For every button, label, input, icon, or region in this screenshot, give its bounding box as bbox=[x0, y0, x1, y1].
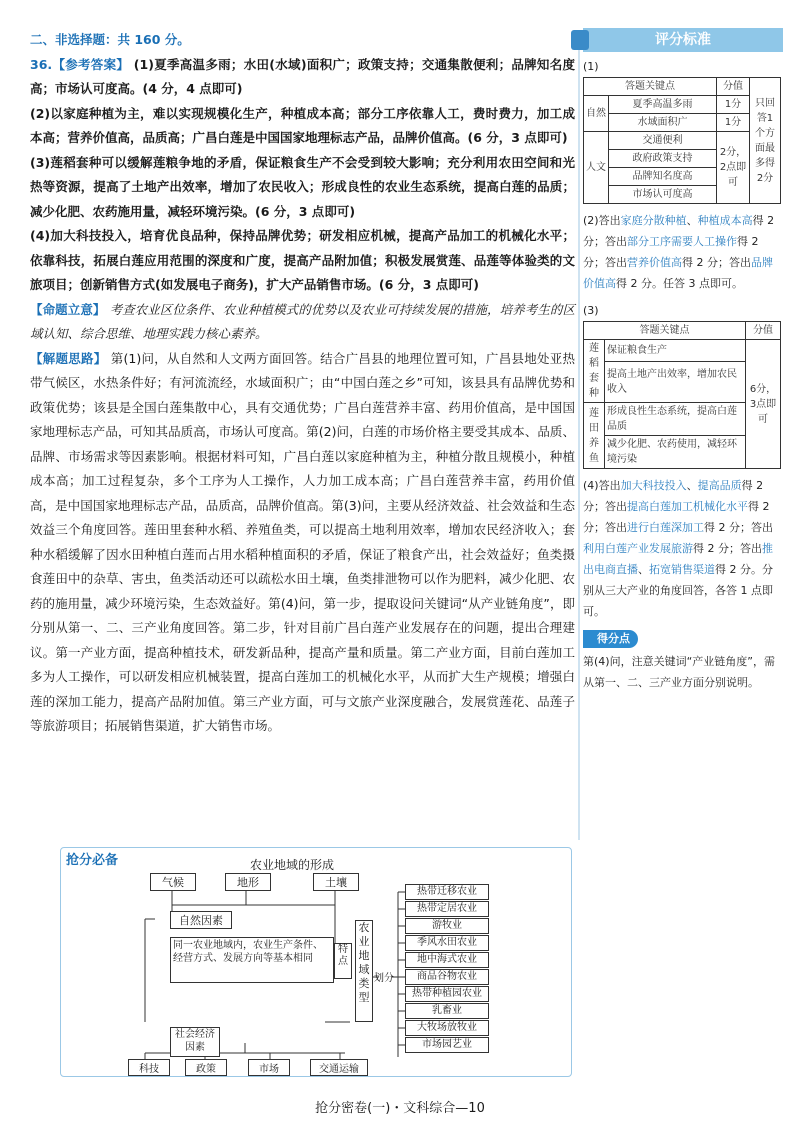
part1-label: (1) bbox=[583, 60, 599, 73]
type-item: 热带种植园农业 bbox=[405, 986, 489, 1002]
type-item: 热带定居农业 bbox=[405, 901, 489, 917]
t1-item: 交通便利 bbox=[609, 132, 717, 150]
tag-answer: 【参考答案】 bbox=[52, 56, 130, 72]
t3-item: 保证粮食生产 bbox=[605, 340, 746, 362]
node-huafen: 划分 bbox=[374, 973, 394, 984]
t1-cat-ziran: 自然 bbox=[584, 96, 609, 132]
node-jiaotong: 交通运输 bbox=[310, 1059, 368, 1076]
page-footer: 抢分密卷(一)・文科综合—10 bbox=[315, 1101, 485, 1116]
node-qihou: 气候 bbox=[150, 873, 196, 891]
section-title: 二、非选择题：共 160 分。 bbox=[30, 32, 190, 47]
t3-cat-lianyu: 莲田养鱼 bbox=[584, 403, 605, 469]
t1-item: 品牌知名度高 bbox=[609, 168, 717, 186]
t1-cat-renwen: 人文 bbox=[584, 132, 609, 204]
type-item: 市场园艺业 bbox=[405, 1037, 489, 1053]
type-item: 游牧业 bbox=[405, 918, 489, 934]
t1-head-key: 答题关键点 bbox=[584, 78, 717, 96]
node-nongye: 农业地域类型 bbox=[355, 920, 373, 1022]
t1-side-note: 只回答1个方面最多得2分 bbox=[750, 78, 781, 204]
part2-text: (2)答出家庭分散种植、种植成本高得 2 分；答出部分工序需要人工操作得 2 分；答出营养价值高得 2 分；答出品牌价值高得 2 分。任答 3 点即可。 bbox=[583, 214, 775, 290]
points-section bbox=[583, 628, 783, 693]
t3-head-key: 答题关键点 bbox=[584, 322, 746, 340]
node-tedian: 特点 bbox=[334, 943, 352, 979]
answer-1: 36.【参考答案】 (1)夏季高温多雨；水田(水域)面积广；政策支持；交通集散便利；品牌知名度高；市场认可度高。(4 分，4 点即可) bbox=[30, 56, 575, 96]
answer-4: (4)加大科技投入，培育优良品种，保持品牌优势；研发相应机械，提高产品加工的机械化水平；依靠科技，拓展白莲应用范围的深度和广度，提高产品附加值；积极发展赏莲、品莲等体验类的文旅项目；创新销售方式(如发展电子商务)，扩大产品销售市场。(6 分，3 点即可) bbox=[30, 228, 575, 292]
scoring-column bbox=[583, 28, 783, 693]
column-divider bbox=[578, 30, 580, 840]
t1-score: 1分 bbox=[717, 96, 750, 114]
t1-score-renwen: 2分，2点即可 bbox=[717, 132, 750, 204]
type-item: 商品谷物农业 bbox=[405, 969, 489, 985]
part4-text: (4)答出加大科技投入、提高品质得 2 分；答出提高白莲加工机械化水平得 2 分；答出进行白莲深加工得 2 分；答出利用白莲产业发展旅游得 2 分；答出推出电商直播、拓宽销售渠道得 2 分。分别从三大产业的角度回答，各答 1 点即可。 bbox=[583, 479, 773, 618]
answer-2: (2)以家庭种植为主，难以实现规模化生产，种植成本高；部分工序依靠人工，费时费力，加工成本高；营养价值高，品质高；广昌白莲是中国国家地理标志产品，品牌价值高。(6 分，3 点即可) bbox=[30, 105, 575, 145]
node-ziran: 自然因素 bbox=[170, 911, 232, 929]
t3-cat-liandao: 莲稻套种 bbox=[584, 340, 605, 403]
type-item: 地中海式农业 bbox=[405, 952, 489, 968]
node-keji: 科技 bbox=[128, 1059, 170, 1076]
t1-item: 水域面积广 bbox=[609, 114, 717, 132]
diagram-tag: 抢分必备 bbox=[66, 853, 119, 868]
t3-head-score: 分值 bbox=[746, 322, 781, 340]
t1-item: 政府政策支持 bbox=[609, 150, 717, 168]
node-turang: 土壤 bbox=[313, 873, 359, 891]
t1-score: 1分 bbox=[717, 114, 750, 132]
node-dixing: 地形 bbox=[225, 873, 271, 891]
bookmark-icon bbox=[571, 30, 589, 50]
diagram-title: 农业地域的形成 bbox=[250, 858, 335, 872]
type-item: 季风水田农业 bbox=[405, 935, 489, 951]
main-column bbox=[30, 28, 575, 739]
tag-analysis: 【解题思路】 bbox=[30, 350, 107, 366]
scoring-header: 评分标准 bbox=[583, 28, 783, 52]
type-item: 大牧场放牧业 bbox=[405, 1020, 489, 1036]
points-badge: 得分点 bbox=[583, 630, 638, 648]
score-table-3 bbox=[583, 321, 781, 469]
node-tongyi: 同一农业地域内，农业生产条件、经营方式、发展方向等基本相同 bbox=[170, 937, 334, 983]
score-table-1 bbox=[583, 77, 781, 204]
intent: 【命题立意】 考查农业区位条件、农业种植模式的优势以及农业可持续发展的措施，培养考生的区域认知、综合思维、地理实践力核心素养。 bbox=[30, 301, 575, 341]
type-item: 乳畜业 bbox=[405, 1003, 489, 1019]
node-zhengce: 政策 bbox=[185, 1059, 227, 1076]
t3-item: 提高土地产出效率，增加农民收入 bbox=[605, 362, 746, 403]
node-shehui: 社会经济因素 bbox=[170, 1027, 220, 1057]
analysis: 【解题思路】 第(1)问，从自然和人文两方面回答。结合广昌县的地理位置可知，广昌县地处亚热带气候区，水热条件好；有河流流经，水域面积广；由“中国白莲之乡”可知，该县具有品牌优势和政策优势；该县是全国白莲集散中心，具有交通优势；广昌白莲营养丰富、药用价值高，是中国国家地理标志产品，可知其品质高，市场认可度高。第(2)问，白莲的市场价格主要受其成本、品质、品牌、市场需求等因素影响。根据材料可知，广昌白莲以家庭种植为主，种植分散且规模小，种植成本高；加工过程复杂，多个工序为人工操作，人力加工成本高；广昌白莲营养丰富，药用价值高，是中国国家地理标志产品，品质高，品牌价值高。第(3)问，主要从经济效益、社会效益和生态效益三个角度回答。莲田里套种水稻、养殖鱼类，可以提高土地利用效率，增加农民经济收入；套种水稻缓解了因水田种植白莲而占用水稻种植面积的矛盾，保证了粮食产出，社会效益好；鱼类摄食莲田中的杂草、害虫，鱼类活动还可以疏松水田土壤，鱼类排泄物可以作为肥料，减少化肥、农药的施用量，减少环境污染，生态效益好。第(4)问，第一步，提取设问关键词“从产业链角度”，即分别从第一、二、三产业角度回答。第二步，针对目前广昌白莲产业发展存在的问题，提出合理建议。第一产业方面，提高种植技术，研发新品种，提高产量和质量。第二产业方面，目前白莲加工多为人工操作，可以研发相应机械装置，提高白莲加工的机械化水平，从而扩大生产规模；增强白莲的深加工能力，提高产品附加值。第三产业方面，可与文旅产业深度融合，发展赏莲花、品莲子等旅游项目；拓展销售渠道，扩大销售市场。 bbox=[30, 350, 575, 733]
t3-score: 6分，3点即可 bbox=[746, 340, 781, 469]
question-number: 36. bbox=[30, 56, 53, 72]
points-text: 第(4)问，注意关键词“产业链角度”，需从第一、二、三产业方面分别说明。 bbox=[583, 655, 775, 689]
type-item: 热带迁移农业 bbox=[405, 884, 489, 900]
t1-item: 夏季高温多雨 bbox=[609, 96, 717, 114]
t3-item: 形成良性生态系统，提高白莲品质 bbox=[605, 403, 746, 436]
node-shichang: 市场 bbox=[248, 1059, 290, 1076]
t1-item: 市场认可度高 bbox=[609, 186, 717, 204]
tag-intent: 【命题立意】 bbox=[30, 301, 106, 317]
t1-head-score: 分值 bbox=[717, 78, 750, 96]
t3-item: 减少化肥、农药使用，减轻环境污染 bbox=[605, 436, 746, 469]
answer-3: (3)莲稻套种可以缓解莲粮争地的矛盾，保证粮食生产不会受到较大影响；充分利用农田空间和光热等资源，提高了土地产出效率，增加了农民收入；形成良性的农业生态系统，提高白莲的品质；减少化肥、农药施用量，减轻环境污染。(6 分，3 点即可) bbox=[30, 154, 575, 219]
part3-label: (3) bbox=[583, 304, 599, 317]
